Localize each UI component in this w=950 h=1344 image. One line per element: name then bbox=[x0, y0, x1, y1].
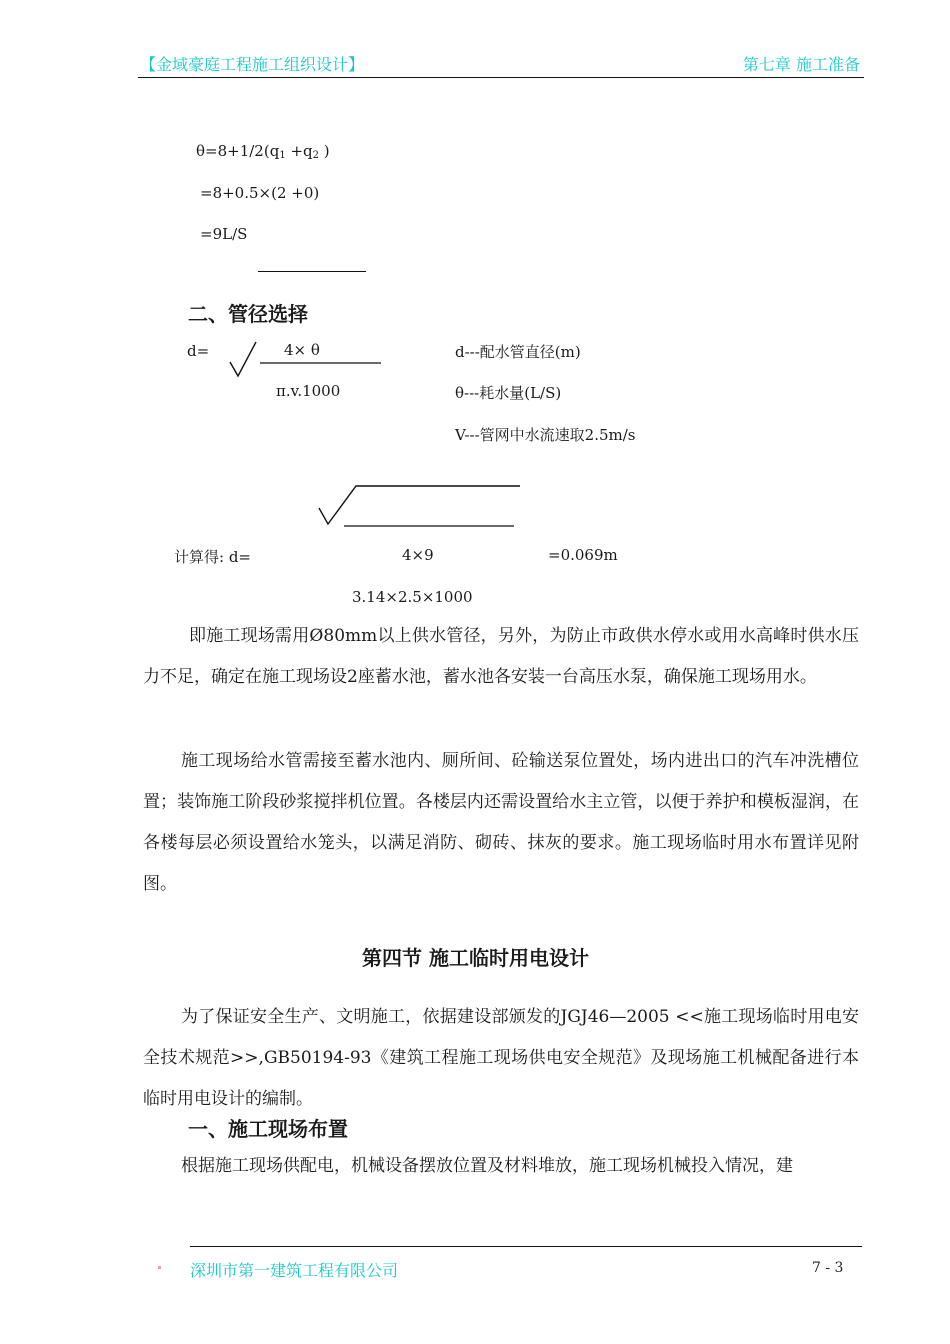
formula-line-1: $\theta=8+1/2(q_1 +q_2$ ) bbox=[196, 142, 330, 161]
calc-denominator: 3.14×2.5×1000 bbox=[352, 588, 473, 606]
paragraph-pipe-diameter: 即施工现场需用Ø80mm以上供水管径，另外，为防止市政供水停水或用水高峰时供水压力不足，确定在施工现场设2座蓄水池，蓄水池各安装一台高压水泵，确保施工现场用水。 bbox=[143, 626, 859, 687]
formula-underline bbox=[258, 271, 366, 272]
section4-subheading: 一、施工现场布置 bbox=[188, 1117, 348, 1141]
sqrt-symbol-2 bbox=[316, 478, 526, 532]
legend-d: d---配水管直径(m) bbox=[455, 343, 581, 361]
section4-last-line: 根据施工现场供配电，机械设备摆放位置及材料堆放，施工现场机械投入情况，建 bbox=[181, 1156, 793, 1176]
formula-line-3: =9L/S bbox=[200, 225, 248, 243]
paragraph-water-supply: 施工现场给水管需接至蓄水池内、厕所间、砼输送泵位置处，场内进出口的汽车冲洗槽位置；装饰施工阶段砂浆搅拌机位置。各楼层内还需设置给水主立管，以便于养护和模板湿润，在各楼每层必须设置给水笼头，以满足消防、砌砖、抹灰的要求。施工现场临时用水布置详见附图。 bbox=[143, 751, 859, 894]
footer-rule bbox=[190, 1246, 862, 1247]
section4-title: 第四节 施工临时用电设计 bbox=[362, 946, 589, 970]
formula-line-2: =8+0.5×(2 +0) bbox=[200, 184, 320, 202]
footer-company: 深圳市第一建筑工程有限公司 bbox=[190, 1261, 399, 1280]
header-title: 【金域豪庭工程施工组织设计】 bbox=[140, 55, 365, 74]
footer-page-number: 7 - 3 bbox=[812, 1260, 844, 1276]
calc-result: =0.069m bbox=[548, 546, 618, 564]
pipe-d-label: d= bbox=[187, 342, 210, 360]
pipe-numerator: 4× θ bbox=[284, 341, 320, 359]
pipe-heading: 二、管径选择 bbox=[188, 302, 308, 326]
footer-dot bbox=[158, 1266, 161, 1269]
legend-v: V---管网中水流速取2.5m/s bbox=[455, 426, 636, 444]
calc-label: 计算得: d= bbox=[174, 548, 251, 566]
section4-intro: 为了保证安全生产、文明施工，依据建设部颁发的JGJ46—2005 <<施工现场临时用电安全技术规范>>,GB50194-93《建筑工程施工现场供电安全规范》及现场施工机械配备进行本临时用电设计的编制。 bbox=[143, 1007, 859, 1109]
pipe-denominator: π.v.1000 bbox=[276, 382, 341, 400]
header-chapter: 第七章 施工准备 bbox=[742, 55, 860, 74]
header-rule bbox=[138, 77, 864, 78]
legend-theta: θ---耗水量(L/S) bbox=[455, 384, 562, 402]
calc-numerator: 4×9 bbox=[402, 546, 434, 564]
